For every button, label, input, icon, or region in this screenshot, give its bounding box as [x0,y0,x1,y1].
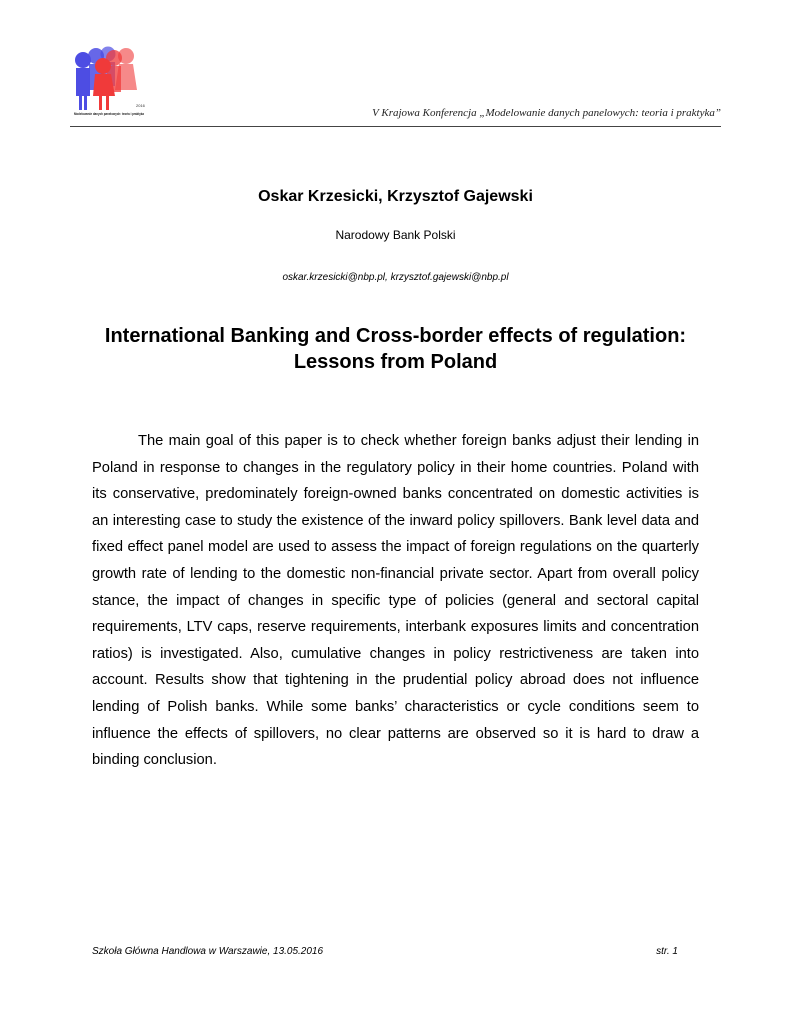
footer-page-number: str. 1 [656,946,678,957]
paper-title-line-2: Lessons from Poland [293,351,498,373]
paper-title [70,323,721,375]
author-emails: oskar.krzesicki@nbp.pl, krzysztof.gajewski@nbp.pl [282,272,509,283]
conference-logo [70,44,148,120]
logo-year: 2016 [136,103,145,108]
paper-authors: Oskar Krzesicki, Krzysztof Gajewski [258,188,533,205]
footer-institution-date: Szkoła Główna Handlowa w Warszawie, 13.05.2016 [92,946,324,957]
paper-affiliation: Narodowy Bank Polski [335,228,456,242]
paper-abstract: The main goal of this paper is to check whether foreign banks adjust their lending in Poland in response to changes in the regulatory policy in their home countries. Poland with its conservative, predominately foreign-owned banks concentrated on domestic activities is an interesting case to study the existence of the inward policy spillovers. Bank level data and fixed effect panel model are used to assess the impact of foreign regulations on the quarterly growth rate of lending to the domestic non-financial private sector. Apart from overall policy stance, the impact of changes in specific type of policies (general and sectoral capital requirements, LTV caps, reserve requirements, interbank exposures limits and concentration ratios) is investigated. Also, cumulative changes in policy restrictiveness are taken into account. Results show that tightening in the prudential policy abroad does not influence lending of Polish banks. While some banks’ characteristics or cycle conditions seem to influence the effects of spillovers, no clear patterns are observed so it is hard to draw a binding conclusion. [92,433,699,769]
conference-header: V Krajowa Konferencja „Modelowanie danych panelowych: teoria i praktyka” [372,107,721,119]
logo-caption: Modelowanie danych panelowych: teoria i praktyka [74,112,145,116]
paper-title-line-1: International Banking and Cross-border effects of regulation: [104,325,687,347]
header-divider [70,126,721,127]
